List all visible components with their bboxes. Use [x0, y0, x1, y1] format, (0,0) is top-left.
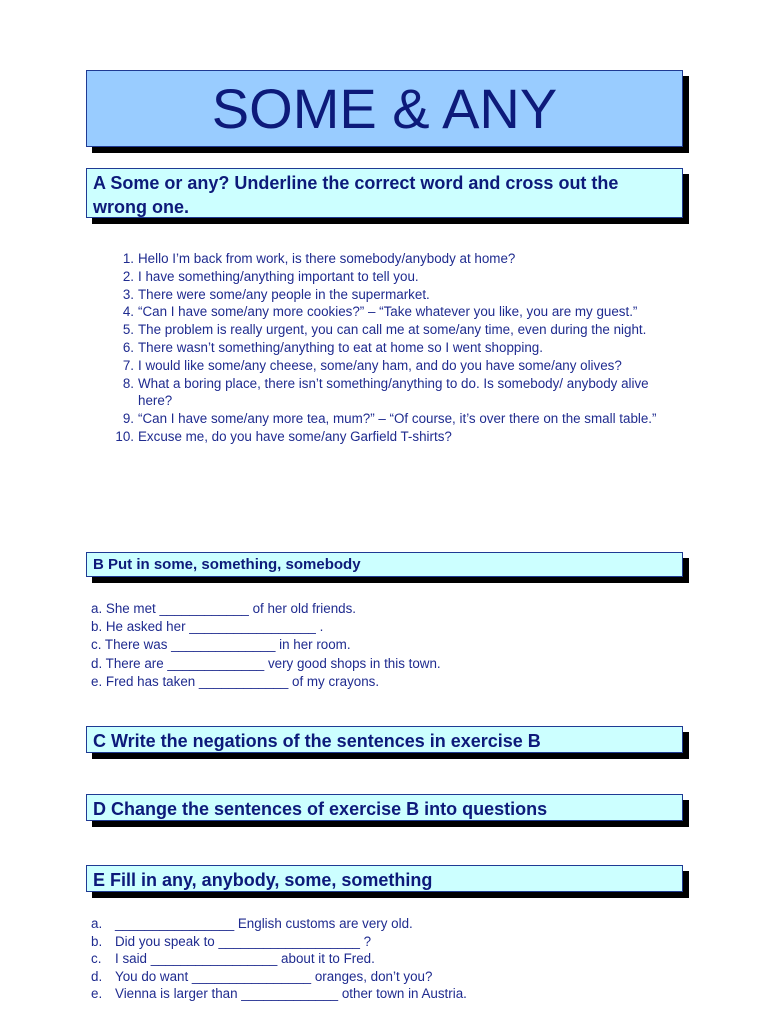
item-letter: d. — [91, 968, 103, 984]
list-item — [108, 428, 668, 446]
item-text: There were some/any people in the supermarket. — [138, 286, 430, 302]
section-a-heading: A Some or any? Underline the correct word and cross out the wrong one. — [86, 168, 683, 218]
section-b-list — [91, 600, 671, 691]
worksheet-title: SOME & ANY — [86, 70, 683, 147]
list-item — [108, 339, 668, 357]
list-item — [108, 250, 668, 268]
section-e-list — [91, 915, 671, 1003]
item-text: The problem is really urgent, you can call me at some/any time, even during the night. — [138, 322, 647, 338]
item-text: Did you speak to ___________________ ? — [115, 933, 372, 949]
item-text: I would like some/any cheese, some/any ham, and do you have some/any olives? — [138, 357, 622, 373]
list-item: e. Fred has taken ____________ of my crayons. — [91, 673, 380, 689]
item-text: Vienna is larger than _____________ other town in Austria. — [115, 986, 467, 1002]
list-item — [108, 357, 668, 375]
list-item: a. She met ____________ of her old friends. — [91, 601, 357, 616]
list-item — [108, 268, 668, 286]
item-text: What a boring place, there isn’t something/anything to do. Is somebody/ anybody alive here? — [138, 375, 649, 409]
item-number: 7. — [122, 357, 134, 373]
item-letter: b. — [91, 933, 103, 949]
list-item — [91, 915, 671, 933]
section-b-heading: B Put in some, something, somebody — [86, 552, 683, 577]
list-item — [91, 950, 671, 968]
list-item: d. There are _____________ very good shops in this town. — [91, 655, 441, 671]
item-text: You do want ________________ oranges, don’t you? — [115, 968, 433, 984]
list-item: b. He asked her _________________ . — [91, 619, 324, 635]
list-item — [108, 375, 668, 411]
section-a-list — [108, 250, 668, 446]
item-text: Excuse me, do you have some/any Garfield T-shirts? — [138, 428, 452, 444]
list-item — [108, 303, 668, 321]
item-letter: a. — [91, 916, 103, 931]
item-letter: c. — [91, 951, 102, 967]
list-item — [108, 286, 668, 304]
item-text: ________________ English customs are very old. — [115, 916, 413, 931]
item-letter: e. — [91, 986, 103, 1002]
list-item — [91, 933, 671, 951]
list-item — [91, 968, 671, 986]
item-text: I said _________________ about it to Fred. — [115, 951, 375, 967]
item-number: 8. — [122, 375, 134, 391]
section-c-heading: C Write the negations of the sentences in exercise B — [86, 726, 683, 753]
item-number: 5. — [122, 322, 134, 338]
item-number: 9. — [122, 411, 134, 427]
item-number: 6. — [122, 339, 134, 355]
list-item — [91, 985, 671, 1003]
item-text: Hello I’m back from work, is there somebody/anybody at home? — [138, 251, 516, 266]
list-item — [108, 321, 668, 339]
item-text: “Can I have some/any more cookies?” – “Take whatever you like, you are my guest.” — [138, 304, 638, 320]
item-number: 2. — [122, 268, 134, 284]
item-text: “Can I have some/any more tea, mum?” – “Of course, it’s over there on the small table.” — [138, 411, 657, 427]
item-number: 4. — [122, 304, 134, 320]
section-e-heading: E Fill in any, anybody, some, something — [86, 865, 683, 892]
list-item — [108, 410, 668, 428]
item-text: There wasn’t something/anything to eat at home so I went shopping. — [138, 339, 543, 355]
item-number: 3. — [122, 286, 134, 302]
item-text: I have something/anything important to tell you. — [138, 268, 419, 284]
list-item: c. There was ______________ in her room. — [91, 637, 351, 653]
item-number: 10. — [115, 428, 134, 444]
item-number: 1. — [122, 251, 134, 266]
section-d-heading: D Change the sentences of exercise B into questions — [86, 794, 683, 821]
